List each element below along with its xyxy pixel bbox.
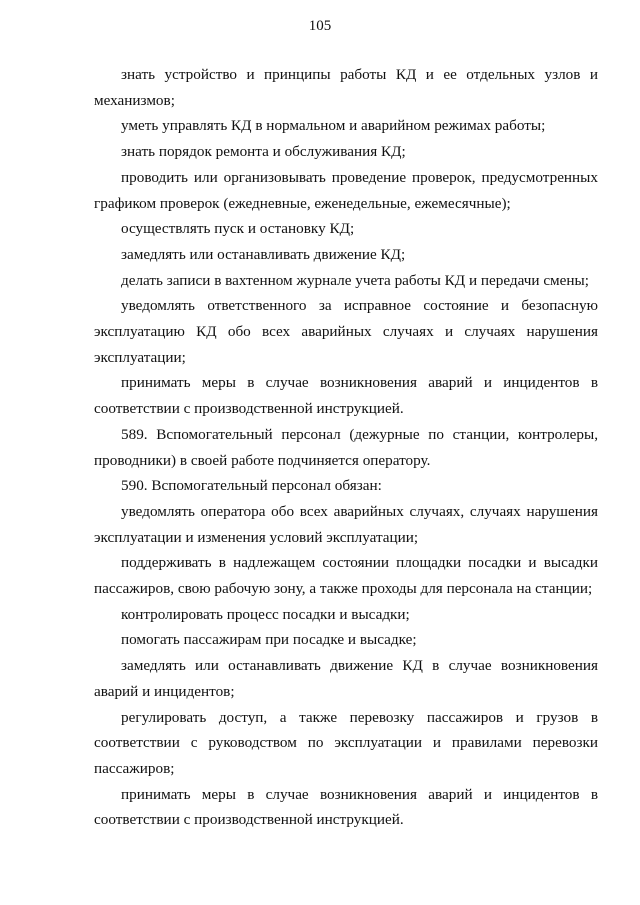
clause-590: 590. Вспомогательный персонал обязан: (121, 477, 382, 495)
paragraph: помогать пассажирам при посадке и высадке; (121, 631, 417, 649)
paragraph: уведомлять ответственного за исправное состояние и безопасную эксплуатацию КД обо всех аварийных случаях и случаях нарушения эксплуатации; (94, 297, 598, 366)
paragraph: делать записи в вахтенном журнале учета работы КД и передачи смены; (121, 271, 589, 289)
paragraph: уведомлять оператора обо всех аварийных случаях, случаях нарушения эксплуатации и изменения условий эксплуатации; (94, 502, 598, 546)
paragraph: регулировать доступ, а также перевозку пассажиров и грузов в соответствии с руководством по эксплуатации и правилами перевозки пассажиров; (94, 708, 598, 777)
paragraph: проводить или организовывать проведение проверок, предусмотренных графиком проверок (ежедневные, еженедельные, ежемесячные); (94, 168, 598, 212)
page-number: 105 (308, 18, 332, 34)
paragraph: уметь управлять КД в нормальном и аварийном режимах работы; (121, 117, 546, 135)
paragraph: знать порядок ремонта и обслуживания КД; (121, 143, 406, 161)
paragraph: принимать меры в случае возникновения аварий и инцидентов в соответствии с производственной инструкцией. (94, 374, 598, 418)
document-body (94, 62, 598, 833)
paragraph: замедлять или останавливать движение КД в случае возникновения аварий и инцидентов; (94, 657, 598, 700)
paragraph: осуществлять пуск и остановку КД; (121, 220, 355, 238)
paragraph: поддерживать в надлежащем состоянии площадки посадки и высадки пассажиров, свою рабочую зону, а также проходы для персонала на станции; (94, 554, 598, 598)
paragraph: замедлять или останавливать движение КД; (121, 245, 406, 263)
paragraph: принимать меры в случае возникновения аварий и инцидентов в соответствии с производственной инструкцией. (94, 785, 598, 829)
paragraph: знать устройство и принципы работы КД и ее отдельных узлов и механизмов; (94, 66, 598, 109)
clause-589: 589. Вспомогательный персонал (дежурные по станции, контролеры, проводники) в своей работе подчиняется оператору. (94, 425, 598, 469)
paragraph: контролировать процесс посадки и высадки; (121, 605, 410, 623)
